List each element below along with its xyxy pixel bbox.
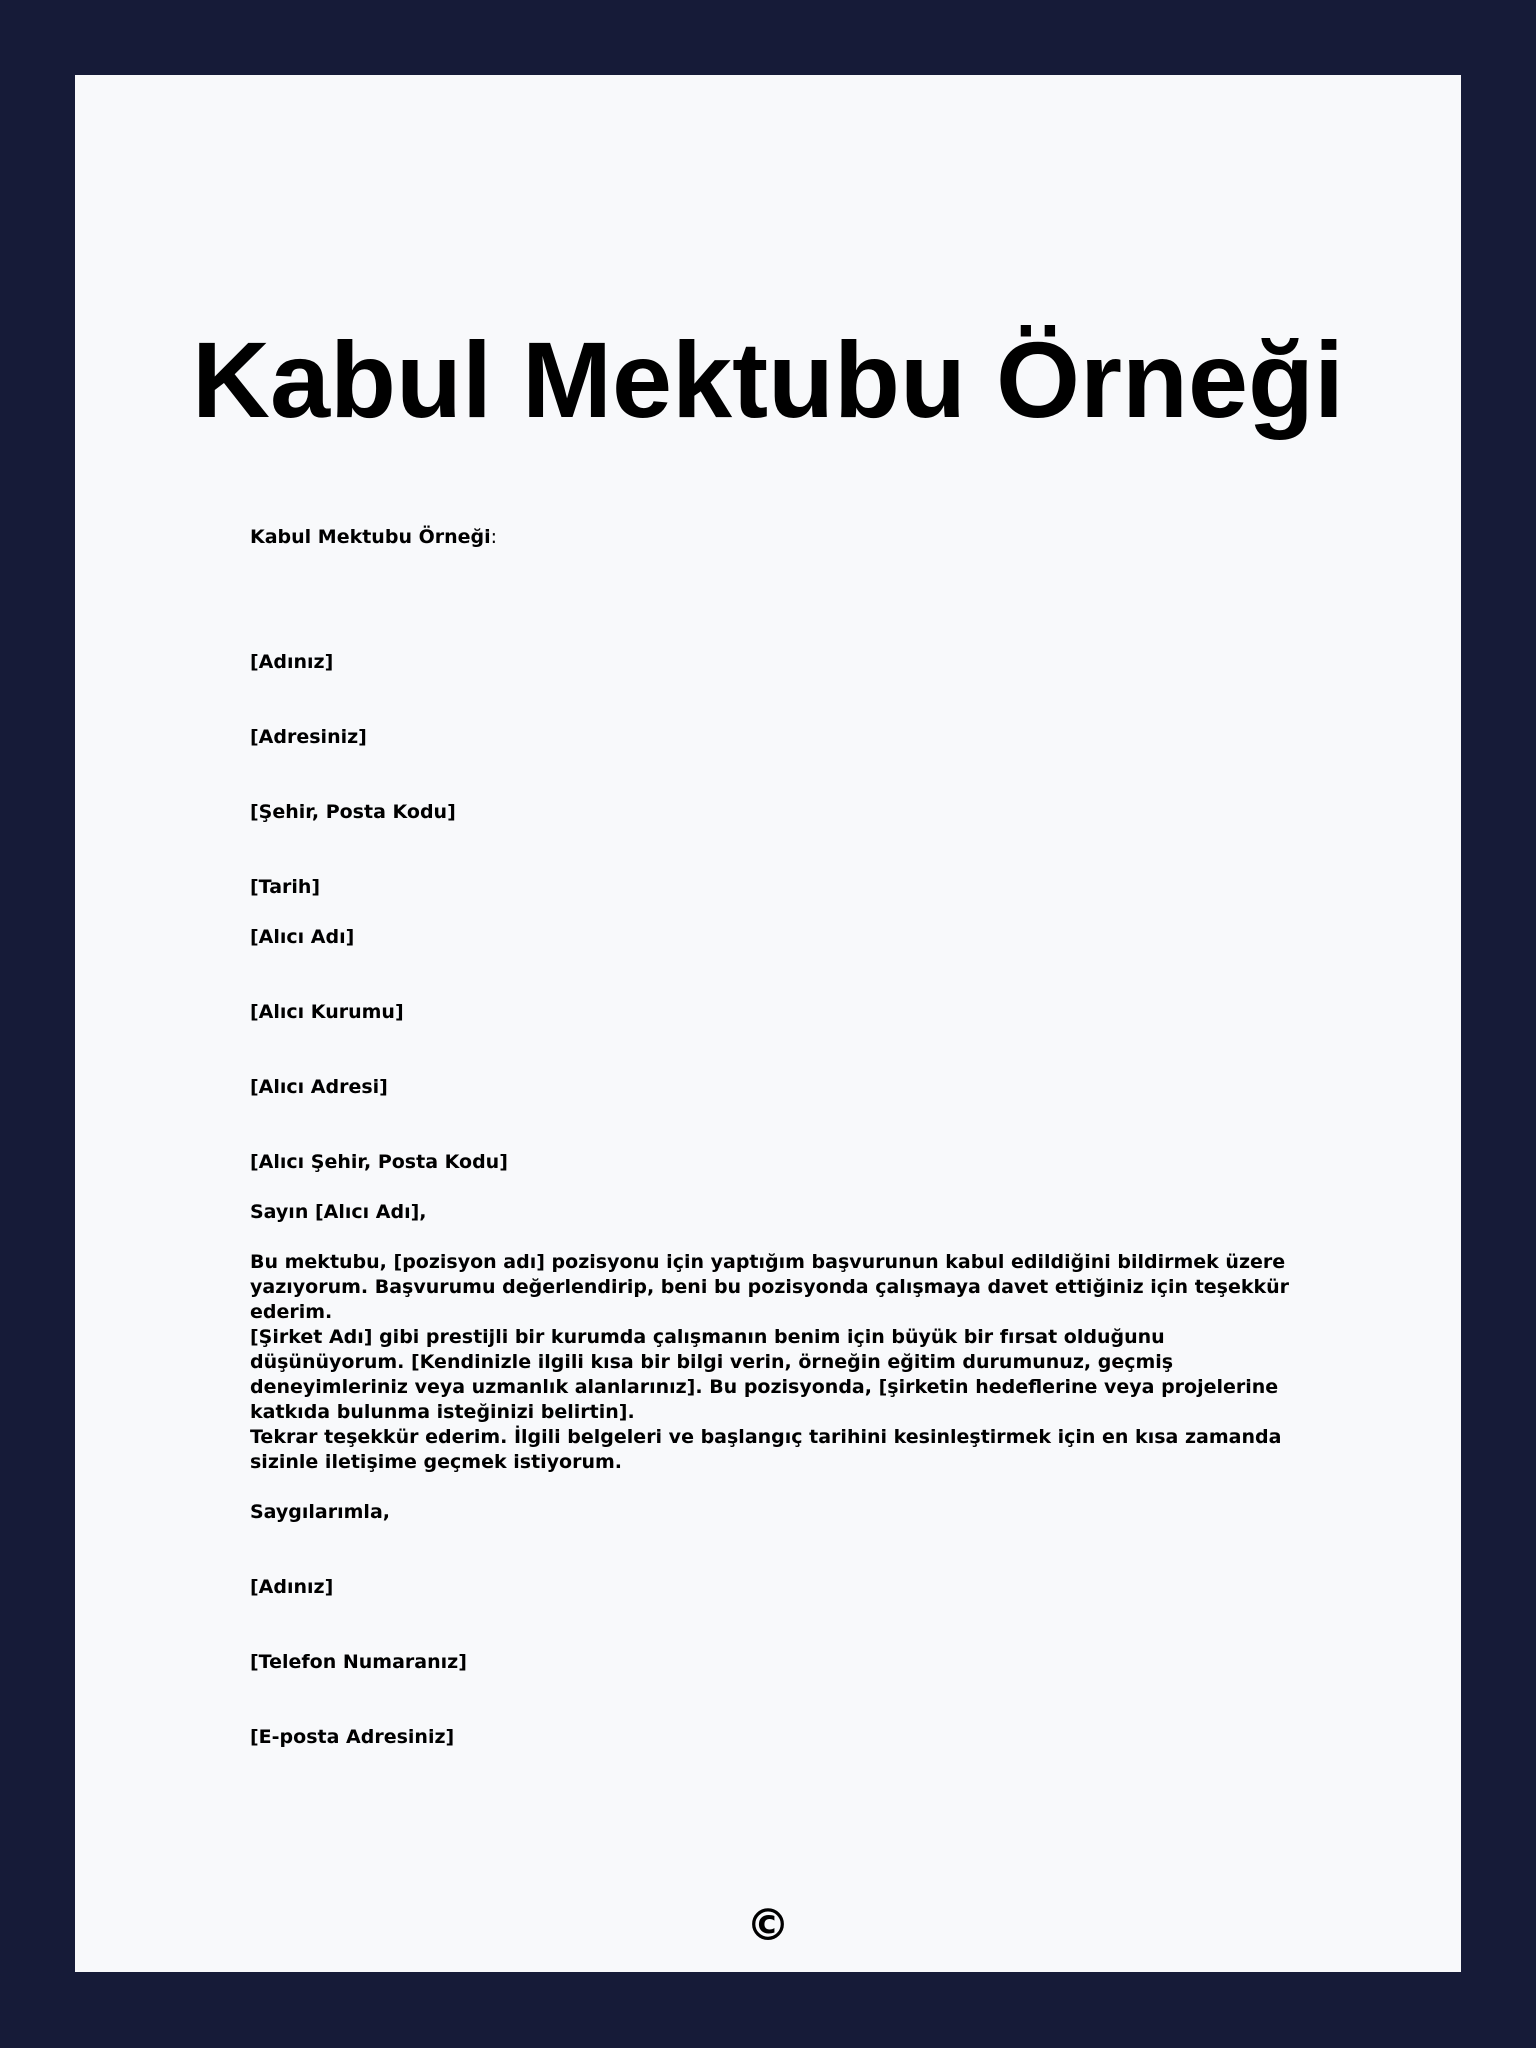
intro-label [250,525,497,550]
document-title: Kabul Mektubu Örneği [191,319,1345,440]
closing: Saygılarımla, [250,1501,390,1523]
signature-email: [E-posta Adresiniz] [250,1726,455,1748]
paragraph-acceptance: Bu mektubu, [pozisyon adı] pozisyonu için yaptığım başvurunun kabul edildiğini bildirmek üzere yazıyorum. Başvurumu değerlendirip, beni bu pozisyonda çalışmaya davet ettiğiniz için teşekkür ederim. [250,1251,1290,1323]
recipient-name: [Alıcı Adı] [250,926,355,948]
letter-date: [Tarih] [250,876,321,898]
recipient-address: [Alıcı Adresi] [250,1076,388,1098]
sender-address: [Adresiniz] [250,726,367,748]
copyright-icon: © [746,1900,790,1951]
intro-label-text: Kabul Mektubu Örneği [250,526,491,548]
signature-name: [Adınız] [250,1576,334,1598]
salutation: Sayın [Alıcı Adı], [250,1201,427,1223]
document-page [75,75,1461,1972]
sender-city-zip: [Şehir, Posta Kodu] [250,801,456,823]
recipient-organization: [Alıcı Kurumu] [250,1001,404,1023]
sender-name: [Adınız] [250,651,334,673]
recipient-city-zip: [Alıcı Şehir, Posta Kodu] [250,1151,508,1173]
signature-phone: [Telefon Numaranız] [250,1651,467,1673]
paragraph-about: [Şirket Adı] gibi prestijli bir kurumda çalışmanın benim için büyük bir fırsat olduğunu düşünüyorum. [Kendinizle ilgili kısa bir bilgi verin, örneğin eğitim durumunuz, geçmiş deneyimleriniz veya uzmanlık alanlarınız]. Bu pozisyonda, [şirketin hedeflerine veya projelerine katkıda bulunma isteğinizi belirtin]. [250,1326,1279,1423]
paragraph-thanks: Tekrar teşekkür ederim. İlgili belgeleri ve başlangıç tarihini kesinleştirmek için en kısa zamanda sizinle iletişime geçmek istiyorum. [250,1426,1282,1473]
intro-label-colon: : [490,526,498,548]
